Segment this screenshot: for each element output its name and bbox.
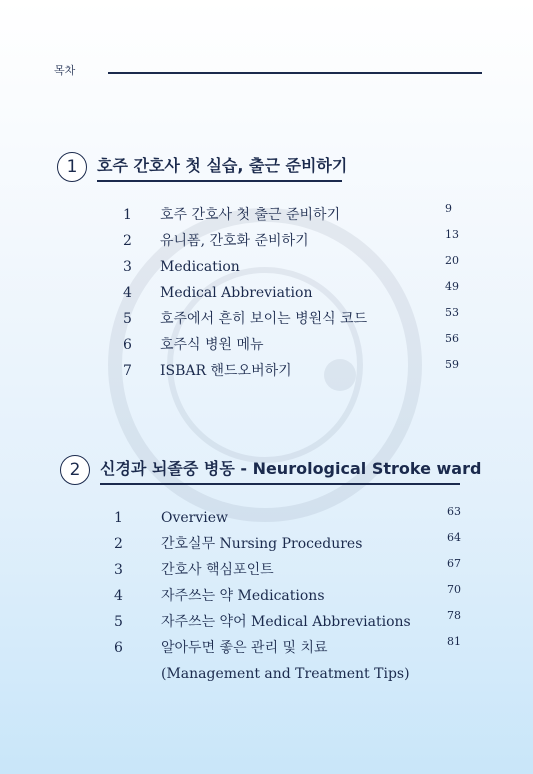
toc-entry-number: 6 <box>123 337 132 353</box>
header-rule <box>108 72 482 74</box>
toc-entry-page: 53 <box>445 306 459 319</box>
toc-entry-label: 호주 간호사 첫 출근 준비하기 <box>160 207 341 223</box>
section-1-title: 호주 간호사 첫 실습, 출근 준비하기 <box>97 153 342 182</box>
toc-entry-number: 1 <box>123 207 132 223</box>
toc-entry-label: 유니폼, 간호화 준비하기 <box>160 233 309 249</box>
toc-entry-page: 64 <box>447 531 461 544</box>
toc-entry-label: Medication <box>160 259 240 275</box>
toc-header-label: 목차 <box>54 64 76 77</box>
toc-entry-page: 49 <box>445 280 459 293</box>
toc-entry-label: 자주쓰는 약어 Medical Abbreviations <box>161 614 411 630</box>
toc-entry-page: 9 <box>445 202 452 215</box>
section-1-number: 1 <box>57 152 87 182</box>
toc-entry-label: 호주식 병원 메뉴 <box>160 337 264 353</box>
toc-entry-number: 5 <box>123 311 132 327</box>
section-2-title: 신경과 뇌졸중 병동 - Neurological Stroke ward <box>100 456 460 485</box>
toc-entry-label-line2: (Management and Treatment Tips) <box>161 666 410 682</box>
toc-entry-label: 알아두면 좋은 관리 및 치료 <box>161 640 328 656</box>
toc-entry-number: 4 <box>114 588 123 604</box>
toc-entry-page: 20 <box>445 254 459 267</box>
toc-entry-page: 70 <box>447 583 461 596</box>
toc-entry-number: 2 <box>123 233 132 249</box>
toc-entry-page: 81 <box>447 635 461 648</box>
toc-entry-number: 3 <box>114 562 123 578</box>
toc-entry-number: 7 <box>123 363 132 379</box>
toc-entry-number: 3 <box>123 259 132 275</box>
toc-entry-page: 78 <box>447 609 461 622</box>
toc-entry-number: 4 <box>123 285 132 301</box>
toc-entry-label: 호주에서 흔히 보이는 병원식 코드 <box>160 311 368 327</box>
toc-entry-page: 56 <box>445 332 459 345</box>
toc-entry-label: 간호사 핵심포인트 <box>161 562 274 578</box>
toc-entry-label: 간호실무 Nursing Procedures <box>161 536 363 552</box>
toc-entry-page: 59 <box>445 358 459 371</box>
section-2-number: 2 <box>60 455 90 485</box>
toc-entry-number: 2 <box>114 536 123 552</box>
toc-entry-number: 5 <box>114 614 123 630</box>
toc-entry-label: Overview <box>161 510 229 526</box>
toc-entry-page: 67 <box>447 557 461 570</box>
toc-entry-number: 1 <box>114 510 123 526</box>
toc-entry-label: ISBAR 핸드오버하기 <box>160 363 292 379</box>
section-1-heading <box>57 152 348 182</box>
toc-entry-page: 13 <box>445 228 459 241</box>
toc-entry-number: 6 <box>114 640 123 656</box>
toc-entry-page: 63 <box>447 505 461 518</box>
toc-entry-label: 자주쓰는 약 Medications <box>161 588 325 604</box>
section-2-heading <box>60 455 482 485</box>
toc-entry-label: Medical Abbreviation <box>160 285 313 301</box>
